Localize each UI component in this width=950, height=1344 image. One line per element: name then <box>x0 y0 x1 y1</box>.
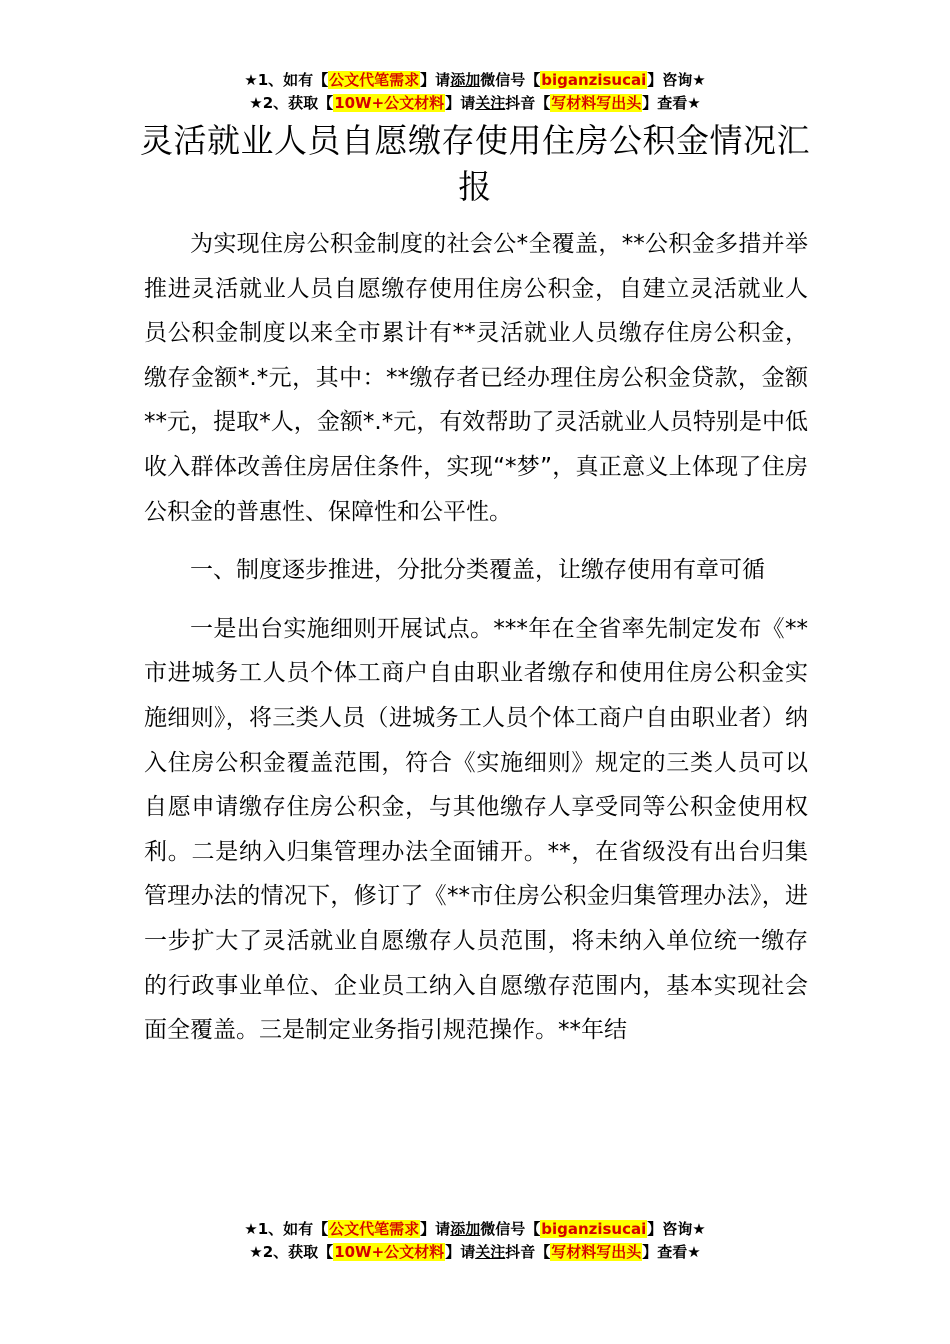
banner-text: 抖音【 <box>505 94 551 112</box>
banner-underline: 关注 <box>475 94 506 112</box>
banner-highlight-wechat: biganzisucai <box>541 1220 647 1238</box>
banner-highlight-douyin: 写材料写出头 <box>551 94 642 112</box>
banner-highlight-service: 公文代笔需求 <box>329 1220 420 1238</box>
banner-text: 】请 <box>420 1220 451 1238</box>
section-heading-1: 一、制度逐步推进，分批分类覆盖，让缴存使用有章可循 <box>190 557 765 584</box>
banner-highlight-materials: 10W+公文材料 <box>334 94 445 112</box>
banner-text: 】请 <box>445 1243 476 1261</box>
banner-text: 抖音【 <box>505 1243 551 1261</box>
document-title: 灵活就业人员自愿缴存使用住房公积金情况汇报 <box>140 121 810 206</box>
banner-text: ★2、获取【 <box>249 1243 334 1261</box>
banner-underline: 关注 <box>475 1243 506 1261</box>
banner-underline: 添加 <box>450 1220 481 1238</box>
paragraph-intro: 为实现住房公积金制度的社会公*全覆盖，**公积金多措并举推进灵活就业人员自愿缴存使用住房公积金，自建立灵活就业人员公积金制度以来全市累计有**灵活就业人员缴存住房公积金，缴存金额*.*元，其中：**缴存者已经办理住房公积金贷款，金额**元，提取*人，金额*.*元，有效帮助了灵活就业人员特别是中低收入群体改善住房居住条件，实现“*梦”，真正意义上体现了住房公积金的普惠性、保障性和公平性。 <box>144 231 808 525</box>
banner-line-1 <box>0 69 950 92</box>
banner-underline: 添加 <box>450 71 481 89</box>
top-banner <box>0 69 950 115</box>
banner-highlight-service: 公文代笔需求 <box>329 71 420 89</box>
banner-text: ★1、如有【 <box>244 71 329 89</box>
bottom-banner <box>0 1218 950 1264</box>
banner-line-2 <box>0 1241 950 1264</box>
banner-text: 微信号【 <box>480 71 541 89</box>
document-body <box>144 222 808 1067</box>
banner-text: 】请 <box>420 71 451 89</box>
banner-line-1 <box>0 1218 950 1241</box>
banner-text: 】咨询★ <box>647 71 706 89</box>
banner-highlight-materials: 10W+公文材料 <box>334 1243 445 1261</box>
banner-text: ★1、如有【 <box>244 1220 329 1238</box>
banner-text: 】查看★ <box>642 1243 701 1261</box>
banner-text: ★2、获取【 <box>249 94 334 112</box>
banner-highlight-douyin: 写材料写出头 <box>551 1243 642 1261</box>
banner-highlight-wechat: biganzisucai <box>541 71 647 89</box>
banner-text: 】查看★ <box>642 94 701 112</box>
paragraph-measures: 一是出台实施细则开展试点。***年在全省率先制定发布《**市进城务工人员个体工商户自由职业者缴存和使用住房公积金实施细则》，将三类人员（进城务工人员个体工商户自由职业者）纳入住房公积金覆盖范围，符合《实施细则》规定的三类人员可以自愿申请缴存住房公积金，与其他缴存人享受同等公积金使用权利。二是纳入归集管理办法全面铺开。**，在省级没有出台归集管理办法的情况下，修订了《**市住房公积金归集管理办法》，进一步扩大了灵活就业自愿缴存人员范围，将未纳入单位统一缴存的行政事业单位、企业员工纳入自愿缴存范围内，基本实现社会面全覆盖。三是制定业务指引规范操作。**年结 <box>144 615 808 1044</box>
banner-text: 微信号【 <box>480 1220 541 1238</box>
banner-text: 】咨询★ <box>647 1220 706 1238</box>
banner-line-2 <box>0 92 950 115</box>
banner-text: 】请 <box>445 94 476 112</box>
